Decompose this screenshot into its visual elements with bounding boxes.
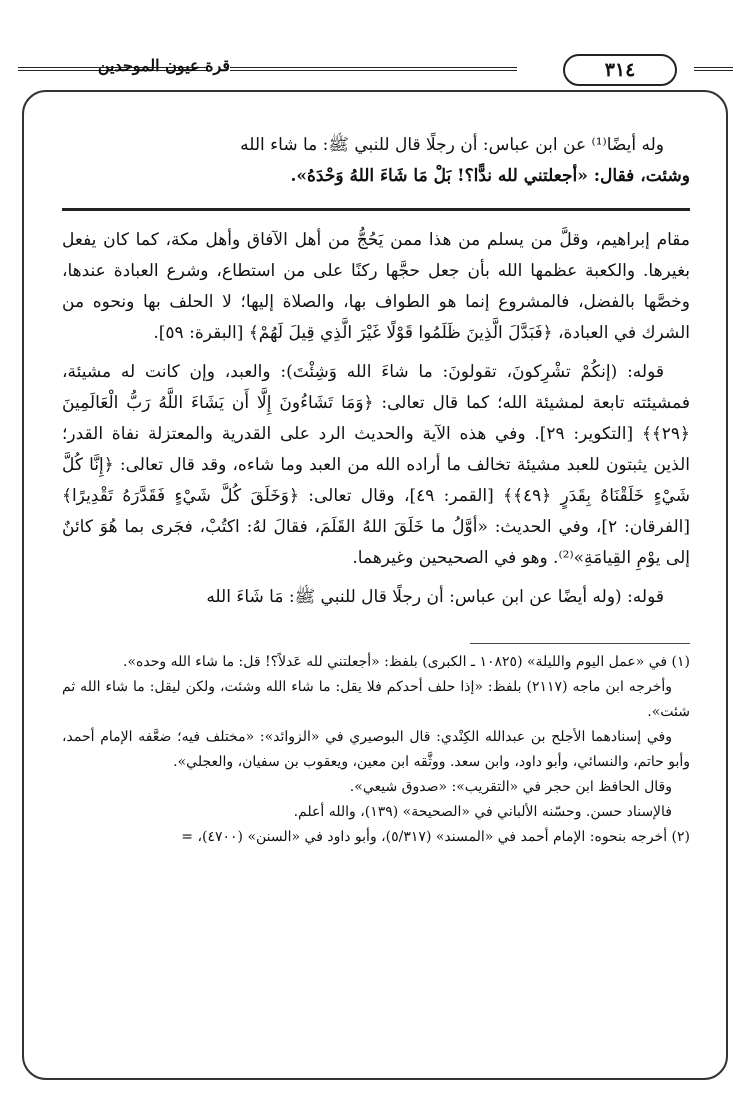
hadith-line-1: وله أيضًا⁽¹⁾ عن ابن عباس: أن رجلًا قال للنبي ﷺ: ما شاء الله: [240, 135, 664, 155]
footnote-1-ibn-hajar: وقال الحافظ ابن حجر في «التقريب»: «صدوق شيعي».: [349, 779, 672, 795]
hadith-line-2: وشئت، فقال: «أجعلتني لله ندًّا؟! بَلْ مَا شَاءَ اللهُ وَحْدَهُ».: [290, 166, 690, 186]
commentary-paragraph-2: قوله: (إنكُمْ تشْرِكونَ، تقولونَ: ما شاءَ الله وَشِئْتَ): والعبد، وإن كانت له مشيئة، فمشيئته تابعة لمشيئة الله؛ كما قال تعالى: ﴿وَمَا تَشَاءُونَ إِلَّا أَن يَشَاءَ اللَّهُ رَبُّ الْعَالَمِينَ ﴿٢٩﴾﴾ [التكوير: ٢٩]. وفي هذه الآية والحديث الرد على القدرية والمعتزلة نفاة القدر؛ الذين يثبتون للعبد مشيئة تخالف ما أراده الله من العبد وما شاءه، وقد قال تعالى: ﴿إِنَّا كُلَّ شَيْءٍ خَلَقْنَاهُ بِقَدَرٍ ﴿٤٩﴾﴾ [القمر: ٤٩]، وقال تعالى: ﴿وَخَلَقَ كُلَّ شَيْءٍ فَقَدَّرَهُ تَقْدِيرًا﴾ [الفرقان: ٢]، وفي الحديث: «أوَّلُ ما خَلَقَ اللهُ القَلَمَ، فقالَ لهُ: اكتُبْ، فجَرى بما هُوَ كائنٌ إلى يوْمِ القِيامَةِ»⁽²⁾. وهو في الصحيحين وغيرهما.: [62, 362, 691, 568]
footnote-1-ibn-majah: وأخرجه ابن ماجه (٢١١٧) بلفظ: «إذا حلف أحدكم فلا يقل: ما شاء الله وشئت، ولكن ليقل: ما شاء الله ثم شئت».: [62, 679, 690, 720]
page-header: [18, 54, 733, 88]
footnote-divider: [470, 643, 690, 644]
footnote-2: (٢) أخرجه بنحوه: الإمام أحمد في «المسند» (٥/٣١٧)، وأبو داود في «السنن» (٤٧٠٠)، =: [181, 829, 690, 845]
section-divider: [62, 208, 690, 211]
book-title: قرة عيون الموحدين: [97, 56, 230, 75]
footnote-1-isnad: وفي إسنادهما الأجلح بن عبدالله الكِنْدي: قال البوصيري في «الزوائد»: «مختلف فيه؛ ضعَّفه الإمام أحمد، وأبو حاتم، والنسائي، وأبو داود، وابن سعد. ووثَّقه ابن معين، ويعقوب بن سفيان، والعجلي».: [62, 729, 690, 770]
commentary-paragraph-3: قوله: (وله أيضًا عن ابن عباس: أن رجلًا قال للنبي ﷺ: مَا شَاءَ الله: [206, 587, 664, 607]
page-content: [62, 130, 690, 850]
commentary-paragraph-1: مقام إبراهيم، وقلَّ من يسلم من هذا ممن يَحُجُّ من أهل الآفاق وأهل مكة، كما كان يفعل بغيرها. والكعبة عظمها الله بأن جعل حجَّها ركنًا على من استطاع، وشرع العبادة عندها، وخصَّها بالفضل، فالمشروع إنما هو الطواف بها، والصلاة إليها؛ لا الحلف بها ونحوه من الشرك في العبادة، ﴿فَبَدَّلَ الَّذِينَ ظَلَمُوا قَوْلًا غَيْرَ الَّذِي قِيلَ لَهُمْ﴾ [البقرة: ٥٩].: [62, 230, 690, 343]
footnotes: [62, 650, 690, 850]
header-rule-middle: [230, 67, 517, 71]
page-number: ٣١٤: [563, 54, 677, 86]
footnote-1-grading: فالإسناد حسن. وحسّنه الألباني في «الصحيحة» (١٣٩)، والله أعلم.: [293, 804, 672, 820]
footnote-1: (١) في «عمل اليوم والليلة» (١٠٨٢٥ ـ الكبرى) بلفظ: «أجعلتني لله عَدلاً؟! قل: ما شاء الله وحده».: [123, 654, 690, 670]
header-rule-right: [694, 67, 733, 71]
